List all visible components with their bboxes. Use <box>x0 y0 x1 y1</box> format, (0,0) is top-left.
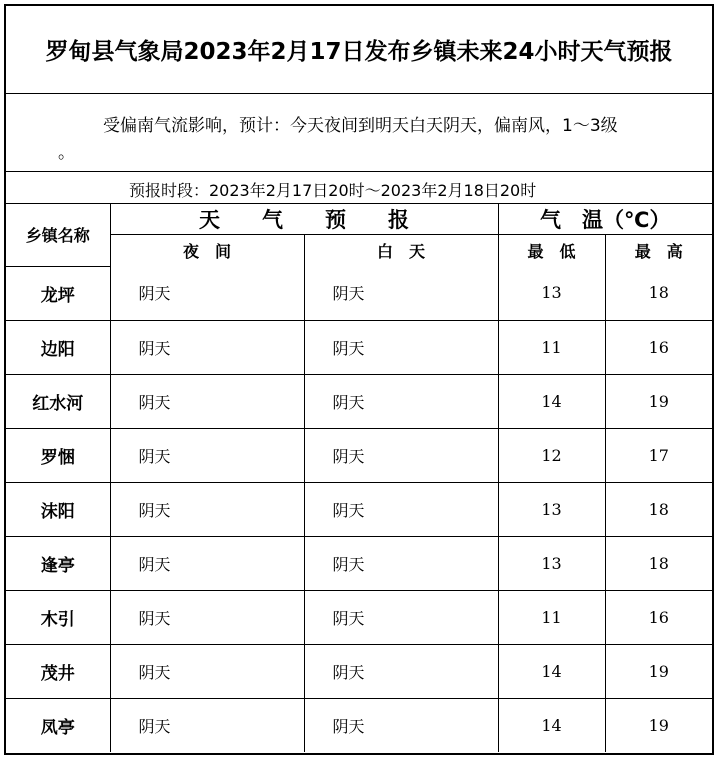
table-subheader-row <box>6 235 712 267</box>
max-temp-cell: 19 <box>605 644 712 698</box>
table-row <box>6 374 712 428</box>
column-header-night: 夜 间 <box>110 235 304 267</box>
town-name-cell: 沫阳 <box>6 482 110 536</box>
night-weather-cell: 阴天 <box>110 428 304 482</box>
day-weather-cell: 阴天 <box>304 266 498 320</box>
forecast-period <box>6 172 712 204</box>
town-name-cell: 茂井 <box>6 644 110 698</box>
summary-line-2: 。 <box>58 143 75 163</box>
town-name-cell: 龙坪 <box>6 266 110 320</box>
table-row <box>6 320 712 374</box>
min-temp-cell: 14 <box>498 374 605 428</box>
column-header-max: 最 高 <box>605 235 712 267</box>
max-temp-cell: 17 <box>605 428 712 482</box>
forecast-table <box>6 204 712 752</box>
town-name-cell: 凤亭 <box>6 698 110 752</box>
night-weather-cell: 阴天 <box>110 698 304 752</box>
column-header-min: 最 低 <box>498 235 605 267</box>
page-title: 罗甸县气象局2023年2月17日发布乡镇未来24小时天气预报 <box>6 6 712 94</box>
column-header-temperature: 气 温（℃） <box>498 204 712 235</box>
day-weather-cell: 阴天 <box>304 590 498 644</box>
min-temp-cell: 13 <box>498 266 605 320</box>
min-temp-cell: 13 <box>498 482 605 536</box>
town-name-cell: 边阳 <box>6 320 110 374</box>
forecast-period-text: 预报时段：2023年2月17日20时～2023年2月18日20时 <box>129 181 537 200</box>
max-temp-cell: 18 <box>605 536 712 590</box>
day-weather-cell: 阴天 <box>304 320 498 374</box>
table-row <box>6 428 712 482</box>
night-weather-cell: 阴天 <box>110 266 304 320</box>
table-row <box>6 266 712 320</box>
column-header-weather-forecast: 天 气 预 报 <box>110 204 498 235</box>
day-weather-cell: 阴天 <box>304 536 498 590</box>
night-weather-cell: 阴天 <box>110 374 304 428</box>
table-header-row <box>6 204 712 235</box>
town-name-cell: 逢亭 <box>6 536 110 590</box>
forecast-rows <box>6 266 712 752</box>
day-weather-cell: 阴天 <box>304 374 498 428</box>
max-temp-cell: 19 <box>605 374 712 428</box>
min-temp-cell: 14 <box>498 698 605 752</box>
night-weather-cell: 阴天 <box>110 644 304 698</box>
max-temp-cell: 16 <box>605 320 712 374</box>
min-temp-cell: 12 <box>498 428 605 482</box>
column-header-day: 白 天 <box>304 235 498 267</box>
forecast-document <box>4 4 714 755</box>
min-temp-cell: 11 <box>498 590 605 644</box>
night-weather-cell: 阴天 <box>110 536 304 590</box>
day-weather-cell: 阴天 <box>304 428 498 482</box>
day-weather-cell: 阴天 <box>304 482 498 536</box>
day-weather-cell: 阴天 <box>304 644 498 698</box>
day-weather-cell: 阴天 <box>304 698 498 752</box>
town-name-cell: 木引 <box>6 590 110 644</box>
night-weather-cell: 阴天 <box>110 482 304 536</box>
forecast-summary <box>6 94 712 172</box>
table-row <box>6 644 712 698</box>
max-temp-cell: 19 <box>605 698 712 752</box>
town-name-cell: 红水河 <box>6 374 110 428</box>
max-temp-cell: 16 <box>605 590 712 644</box>
max-temp-cell: 18 <box>605 266 712 320</box>
table-row <box>6 698 712 752</box>
column-header-town: 乡镇名称 <box>6 204 110 266</box>
night-weather-cell: 阴天 <box>110 590 304 644</box>
max-temp-cell: 18 <box>605 482 712 536</box>
table-row <box>6 536 712 590</box>
min-temp-cell: 13 <box>498 536 605 590</box>
min-temp-cell: 14 <box>498 644 605 698</box>
min-temp-cell: 11 <box>498 320 605 374</box>
town-name-cell: 罗悃 <box>6 428 110 482</box>
table-row <box>6 482 712 536</box>
table-row <box>6 590 712 644</box>
night-weather-cell: 阴天 <box>110 320 304 374</box>
summary-line-1: 受偏南气流影响，预计：今天夜间到明天白天阴天，偏南风，1～3级 <box>103 116 618 136</box>
